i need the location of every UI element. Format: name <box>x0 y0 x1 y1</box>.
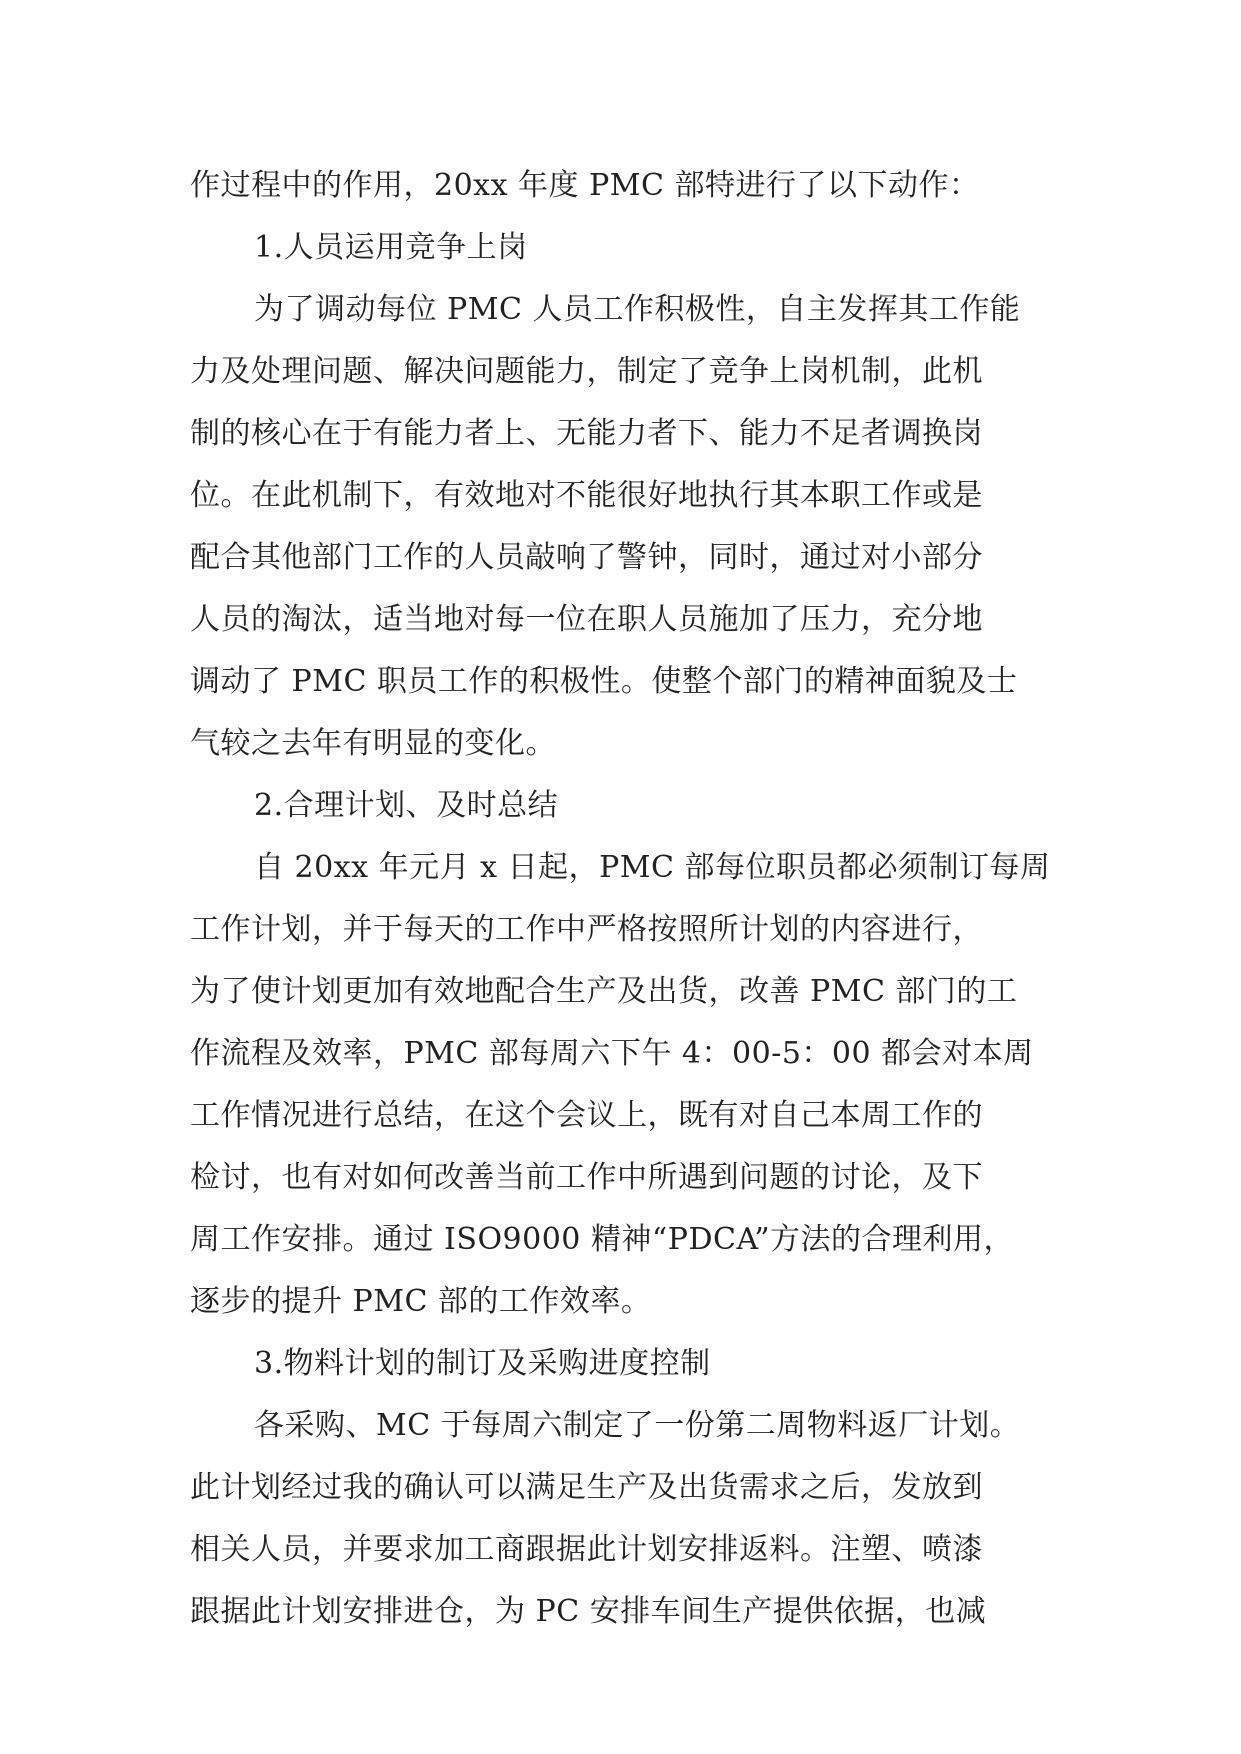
section-heading-1: 1.人员运用竞争上岗 <box>254 230 528 265</box>
paragraph-line: 位。在此机制下，有效地对不能很好地执行其本职工作或是 <box>190 478 983 513</box>
paragraph-line: 此计划经过我的确认可以满足生产及出货需求之后，发放到 <box>190 1470 983 1505</box>
paragraph-line: 调动了 PMC 职员工作的积极性。使整个部门的精神面貌及士 <box>190 664 1018 699</box>
paragraph-line: 力及处理问题、解决问题能力，制定了竞争上岗机制，此机 <box>190 354 983 389</box>
paragraph-line: 相关人员，并要求加工商跟据此计划安排返料。注塑、喷漆 <box>190 1532 983 1567</box>
paragraph-line: 工作情况进行总结，在这个会议上，既有对自己本周工作的 <box>190 1098 983 1133</box>
paragraph-line: 气较之去年有明显的变化。 <box>190 726 556 761</box>
paragraph-line: 人员的淘汰，适当地对每一位在职人员施加了压力，充分地 <box>190 602 983 637</box>
section-heading-2: 2.合理计划、及时总结 <box>254 788 559 823</box>
paragraph-line: 自 20xx 年元月 x 日起，PMC 部每位职员都必须制订每周 <box>254 850 1051 885</box>
paragraph-line: 作过程中的作用，20xx 年度 PMC 部特进行了以下动作： <box>190 168 980 203</box>
paragraph-line: 逐步的提升 PMC 部的工作效率。 <box>190 1284 652 1319</box>
paragraph-line: 配合其他部门工作的人员敲响了警钟，同时，通过对小部分 <box>190 540 983 575</box>
paragraph-line: 各采购、MC 于每周六制定了一份第二周物料返厂计划。 <box>254 1408 1021 1443</box>
paragraph-line: 检讨，也有对如何改善当前工作中所遇到问题的讨论，及下 <box>190 1160 983 1195</box>
paragraph-line: 制的核心在于有能力者上、无能力者下、能力不足者调换岗 <box>190 416 983 451</box>
paragraph-line: 为了使计划更加有效地配合生产及出货，改善 PMC 部门的工 <box>190 974 1018 1009</box>
paragraph-line: 作流程及效率，PMC 部每周六下午 4：00-5：00 都会对本周 <box>190 1036 1034 1071</box>
paragraph-line: 工作计划，并于每天的工作中严格按照所计划的内容进行， <box>190 912 983 947</box>
paragraph-line: 为了调动每位 PMC 人员工作积极性，自主发挥其工作能 <box>254 292 1021 327</box>
section-heading-3: 3.物料计划的制订及采购进度控制 <box>254 1346 711 1381</box>
paragraph-line: 周工作安排。通过 ISO9000 精神“PDCA”方法的合理利用， <box>190 1222 1015 1257</box>
paragraph-line: 跟据此计划安排进仓，为 PC 安排车间生产提供依据，也减 <box>190 1594 987 1629</box>
